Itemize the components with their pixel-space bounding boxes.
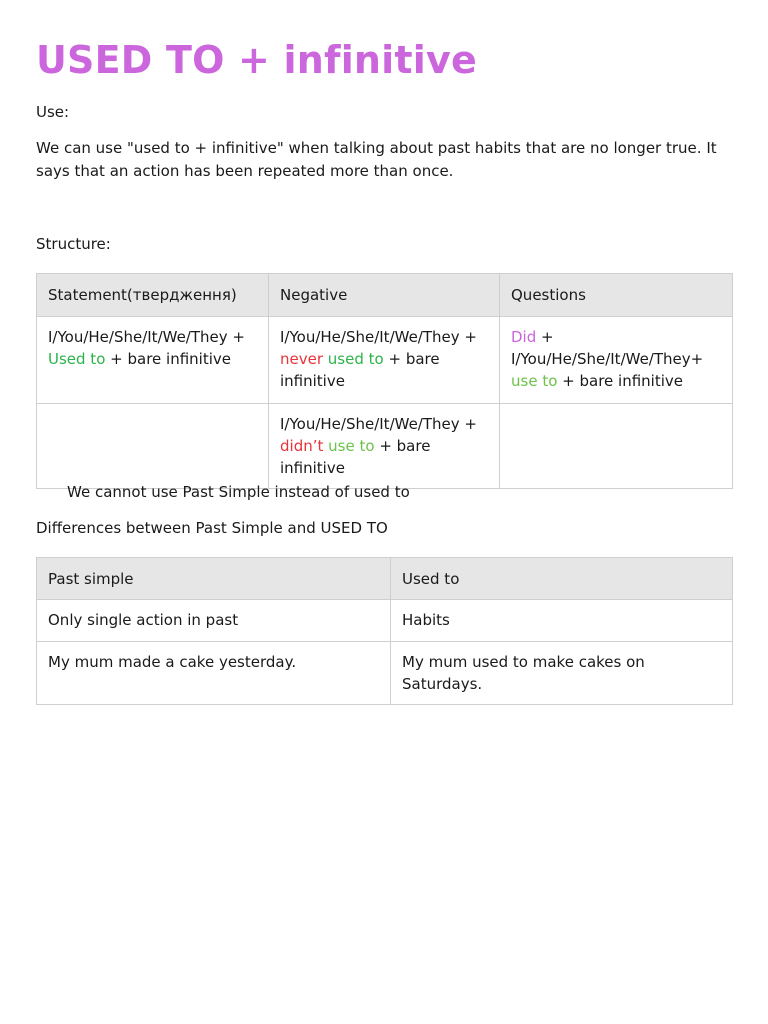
question-rest: + bare infinitive bbox=[562, 372, 684, 390]
question-did: Did bbox=[511, 328, 537, 346]
question-use-to: use to bbox=[511, 372, 558, 390]
differences-row-2 bbox=[37, 642, 733, 705]
statement-used-to: Used to bbox=[48, 350, 106, 368]
negative-used-to: used to bbox=[327, 350, 384, 368]
use-label: Use: bbox=[36, 103, 70, 121]
structure-row-2 bbox=[37, 404, 733, 489]
statement-subject: I/You/He/She/It/We/They + bbox=[48, 328, 245, 346]
structure-table bbox=[36, 273, 733, 489]
differences-row-1 bbox=[37, 600, 733, 642]
used-to-cell-1: Habits bbox=[391, 600, 733, 642]
use-description: We can use "used to + infinitive" when talking about past habits that are no longer true. It says that an action has been repeated more than once. bbox=[36, 139, 717, 180]
used-to-cell-2: My mum used to make cakes on Saturdays. bbox=[391, 642, 733, 705]
empty-statement-cell bbox=[37, 404, 269, 489]
past-simple-cell-1: Only single action in past bbox=[37, 600, 391, 642]
past-simple-note: We cannot use Past Simple instead of used to bbox=[67, 483, 410, 501]
structure-header-row bbox=[37, 274, 733, 317]
header-questions: Questions bbox=[500, 274, 733, 317]
header-past-simple: Past simple bbox=[37, 558, 391, 600]
negative-cell-1 bbox=[269, 317, 500, 404]
negative-never: never bbox=[280, 350, 324, 368]
negative-didnt: didn’t bbox=[280, 437, 324, 455]
page-title: USED TO + infinitive bbox=[36, 38, 477, 82]
structure-row-1 bbox=[37, 317, 733, 404]
past-simple-cell-2: My mum made a cake yesterday. bbox=[37, 642, 391, 705]
negative-rest-2: + bare infinitive bbox=[280, 437, 431, 477]
differences-header-row bbox=[37, 558, 733, 600]
statement-rest: + bare infinitive bbox=[110, 350, 231, 368]
negative-subject-1: I/You/He/She/It/We/They + bbox=[280, 328, 477, 346]
negative-use-to: use to bbox=[328, 437, 375, 455]
negative-subject-2: I/You/He/She/It/We/They + bbox=[280, 415, 477, 433]
negative-rest-1: + bare infinitive bbox=[280, 350, 440, 390]
statement-cell bbox=[37, 317, 269, 404]
structure-label: Structure: bbox=[36, 235, 111, 253]
header-used-to: Used to bbox=[391, 558, 733, 600]
question-plus: + bbox=[541, 328, 554, 346]
header-statement: Statement(твердження) bbox=[37, 274, 269, 317]
question-cell bbox=[500, 317, 733, 404]
header-negative: Negative bbox=[269, 274, 500, 317]
question-subject: I/You/He/She/It/We/They+ bbox=[511, 350, 704, 368]
negative-cell-2 bbox=[269, 404, 500, 489]
empty-question-cell bbox=[500, 404, 733, 489]
differences-table bbox=[36, 557, 733, 705]
differences-label: Differences between Past Simple and USED TO bbox=[36, 519, 388, 537]
